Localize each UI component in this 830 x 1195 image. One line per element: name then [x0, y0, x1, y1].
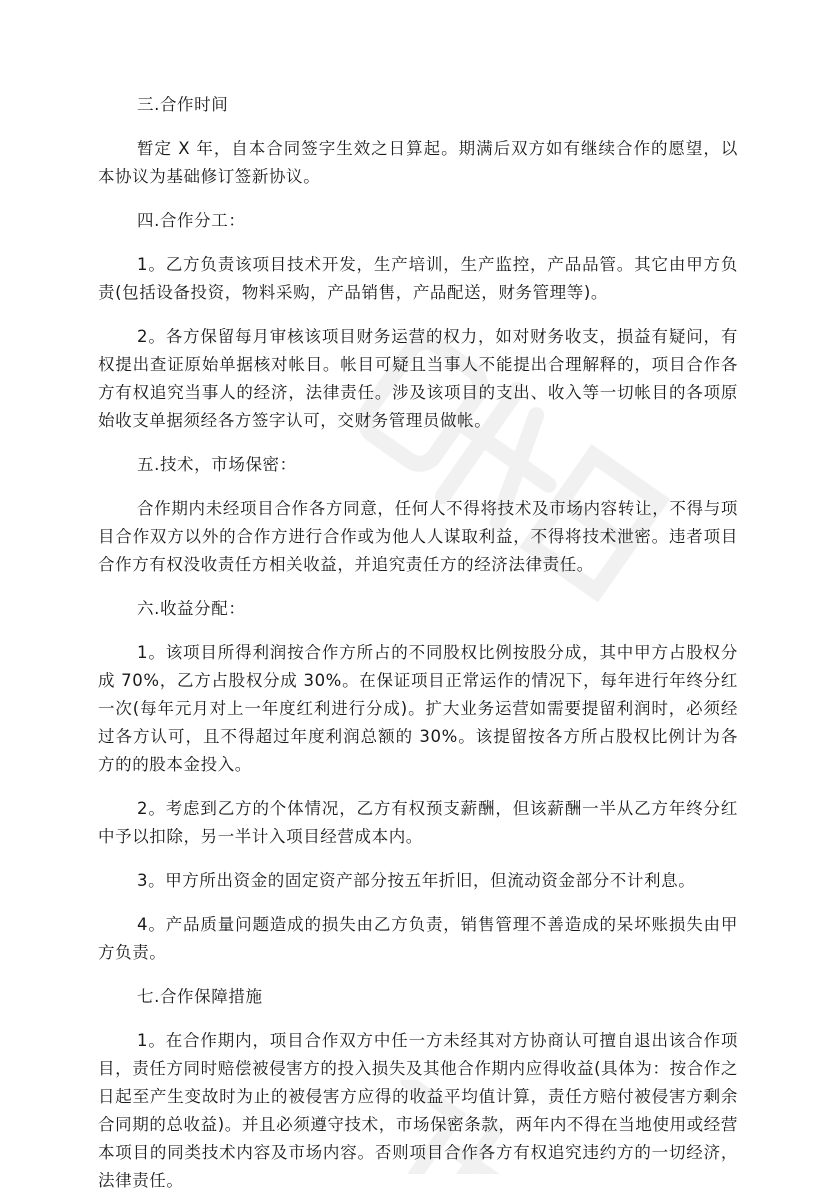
paragraph-profit-4: 4。产品质量问题造成的损失由乙方负责，销售管理不善造成的呆坏账损失由甲方负责。	[98, 915, 738, 962]
section-heading-profit-distribution: 六.收益分配：	[137, 599, 246, 618]
section-heading-cooperation-period: 三.合作时间	[137, 95, 229, 114]
section-heading-division-of-work: 四.合作分工：	[137, 211, 246, 230]
paragraph-profit-3: 3。甲方所出资金的固定资产部分按五年折旧，但流动资金部分不计利息。	[137, 871, 696, 890]
paragraph-division-2: 2。各方保留每月审核该项目财务运营的权力，如对财务收支，损益有疑问，有权提出查证原始单据核对帐目。帐目可疑且当事人不能提出合理解释的，项目合作各方有权追究当事人的经济，法律责任。涉及该项目的支出、收入等一切帐目的各项原始收支单据须经各方签字认可，交财务管理员做帐。	[98, 327, 738, 430]
document-body	[98, 91, 738, 1195]
paragraph-division-1: 1。乙方负责该项目技术开发，生产培训，生产监控，产品品管。其它由甲方负责(包括设备投资，物料采购，产品销售，产品配送，财务管理等)。	[98, 255, 738, 302]
paragraph-profit-2: 2。考虑到乙方的个体情况，乙方有权预支薪酬，但该薪酬一半从乙方年终分红中予以扣除，另一半计入项目经营成本内。	[98, 799, 738, 846]
paragraph-cooperation-period: 暂定 X 年，自本合同签字生效之日算起。期满后双方如有继续合作的愿望，以本协议为基础修订签新协议。	[98, 139, 738, 186]
paragraph-guarantee-1: 1。在合作期内，项目合作双方中任一方未经其对方协商认可擅自退出该合作项目，责任方同时赔偿被侵害方的投入损失及其他合作期内应得收益(具体为：按合作之日起至产生变故时为止的被侵害方应得的收益平均值计算，责任方赔付被侵害方剩余合同期的总收益)。并且必须遵守技术，市场保密条款，两年内不得在当地使用或经营本项目的同类技术内容及市场内容。否则项目合作各方有权追究违约方的一切经济，法律责任。	[98, 1031, 738, 1190]
paragraph-profit-1: 1。该项目所得利润按合作方所占的不同股权比例按股分成，其中甲方占股权分成 70%，乙方占股权分成 30%。在保证项目正常运作的情况下，每年进行年终分红一次(每年元月对上一年度红利进行分成)。扩大业务运营如需要提留利润时，必须经过各方认可，且不得超过年度利润总额的 30%。该提留按各方所占股权比例计为各方的的股本金投入。	[98, 643, 738, 774]
paragraph-confidentiality: 合作期内未经项目合作各方同意，任何人不得将技术及市场内容转让，不得与项目合作双方以外的合作方进行合作或为他人人谋取利益，不得将技术泄密。违者项目合作方有权没收责任方相关收益，并追究责任方的经济法律责任。	[98, 499, 738, 574]
section-heading-confidentiality: 五.技术，市场保密：	[137, 455, 297, 474]
section-heading-guarantee-measures: 七.合作保障措施	[137, 987, 263, 1006]
